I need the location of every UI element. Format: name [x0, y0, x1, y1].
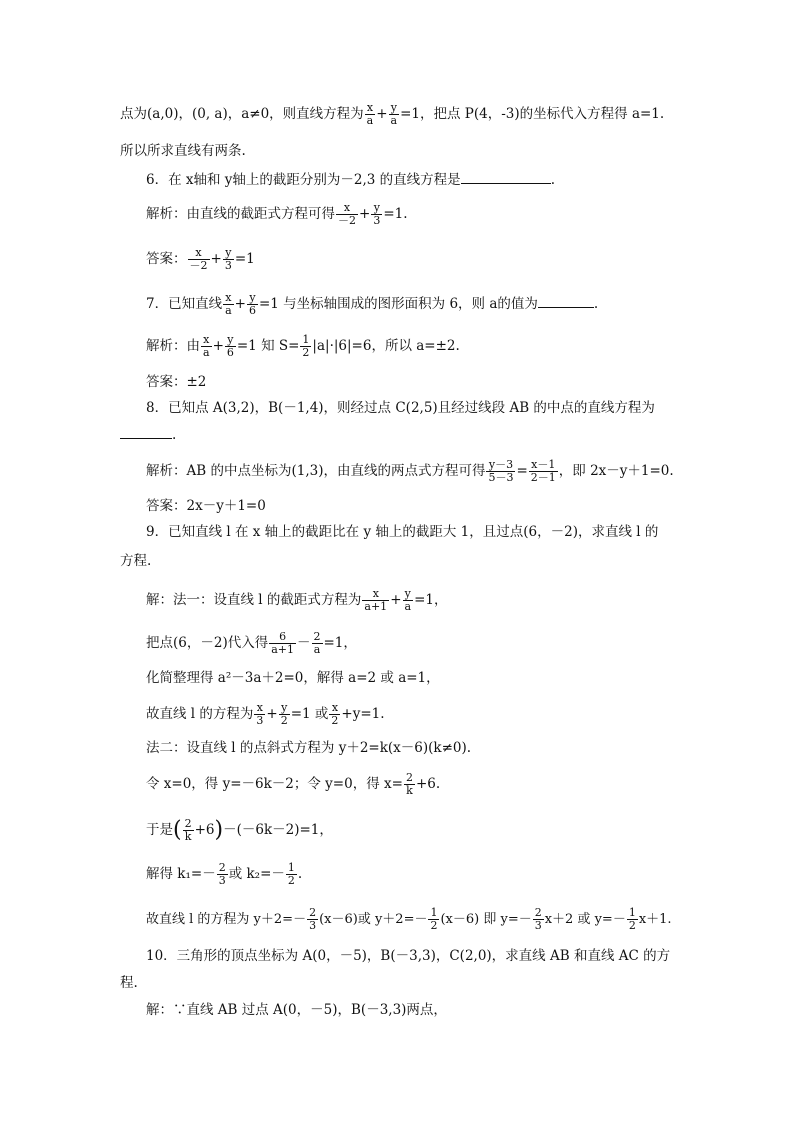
q9-step: 故直线 l 的方程为 $\frac{x}{3}$ + $\frac{y}{2}$ =1 或 $\frac{x}{2}$ +y=1.	[146, 701, 385, 727]
text: =1，把点 P(4，-3)的坐标代入方程得 a=1.	[400, 106, 665, 122]
question-10-cont: 程.	[120, 975, 138, 991]
question-6-answer: 答案： $\frac{x}{-2}$ + $\frac{y}{3}$ =1	[146, 246, 255, 272]
q9-step: 解：法一：设直线 l 的截距式方程为 $\frac{x}{a+1}$ + $\frac{y}{a}$ =1，	[146, 587, 448, 613]
question-7: 7．已知直线 $\frac{x}{a}$ + $\frac{y}{6}$ =1 与坐标轴围成的图形面积为 6，则 a的值为 .	[146, 291, 599, 317]
text: 点为(a,0)，(0, a)，a≠0，则直线方程为	[120, 106, 364, 122]
q9-step: 于是( $\frac{2}{k}$ +6)－(－6k－2)=1，	[146, 817, 333, 843]
question-8-answer: 答案：2x－y＋1=0	[146, 498, 266, 514]
question-9: 9．已知直线 l 在 x 轴上的截距比在 y 轴上的截距大 1，且过点(6，－2)，求直线 l 的	[146, 524, 659, 540]
answer-blank	[120, 426, 172, 439]
question-8: 8．已知点 A(3,2)，B(－1,4)，则经过点 C(2,5)且经过线段 AB 的中点的直线方程为	[146, 400, 655, 416]
q9-step: 解得 k₁=－ $\frac{2}{3}$ 或 k₂=－ $\frac{1}{2}$ .	[146, 861, 303, 887]
q9-step: 令 x=0，得 y=－6k－2；令 y=0，得 x= $\frac{2}{k}$ +6.	[146, 771, 441, 797]
question-8-solution: 解析：AB 的中点坐标为(1,3)，由直线的两点式方程可得 $\frac{y-3}{5-3}$ = $\frac{x-1}{2-1}$ ，即 2x－y＋1=0.	[146, 458, 674, 484]
question-10: 10．三角形的顶点坐标为 A(0，－5)，B(－3,3)，C(2,0)，求直线 AB 和直线 AC 的方	[146, 948, 671, 964]
text-line: 点为(a,0)，(0, a)，a≠0，则直线方程为 $\frac{x}{a}$ + $\frac{y}{a}$ =1，把点 P(4，-3)的坐标代入方程得 a=1.	[120, 101, 665, 127]
q9-step: 故直线 l 的方程为 y＋2=－ $\frac{2}{3}$ (x－6)或 y＋2=－ $\frac{1}{2}$ (x－6) 即 y=－ $\frac{2}{3}$ x＋2 或 y=－ $\frac{1}{2}$ x＋1.	[146, 906, 672, 932]
question-7-solution: 解析：由 $\frac{x}{a}$ + $\frac{y}{6}$ =1 知 S= $\frac{1}{2}$ |a|·|6|=6，所以 a=±2.	[146, 333, 460, 359]
text-line: 所以所求直线有两条.	[120, 143, 246, 159]
question-6: 6．在 x轴和 y轴上的截距分别为－2,3 的直线方程是 .	[146, 172, 555, 188]
q9-step: 法二：设直线 l 的点斜式方程为 y＋2=k(x－6)(k≠0).	[146, 740, 472, 756]
fraction: $\frac{x}{a}$	[366, 101, 374, 127]
answer-blank	[461, 171, 551, 184]
answer-blank	[538, 295, 594, 308]
q9-step: 把点(6，－2)代入得 $\frac{6}{a+1}$ － $\frac{2}{a}$ =1，	[146, 630, 357, 656]
fraction: $\frac{y}{a}$	[390, 101, 398, 127]
q10-step: 解：∵直线 AB 过点 A(0，－5)，B(－3,3)两点，	[146, 1002, 447, 1018]
q9-step: 化简整理得 a²－3a＋2=0，解得 a=2 或 a=1，	[146, 670, 440, 686]
question-7-answer: 答案：±2	[146, 374, 207, 390]
question-9-cont: 方程.	[120, 553, 152, 569]
question-6-solution: 解析：由直线的截距式方程可得 $\frac{x}{-2}$ + $\frac{y}{3}$ =1.	[146, 201, 408, 227]
question-8-blank-line: .	[120, 425, 680, 445]
